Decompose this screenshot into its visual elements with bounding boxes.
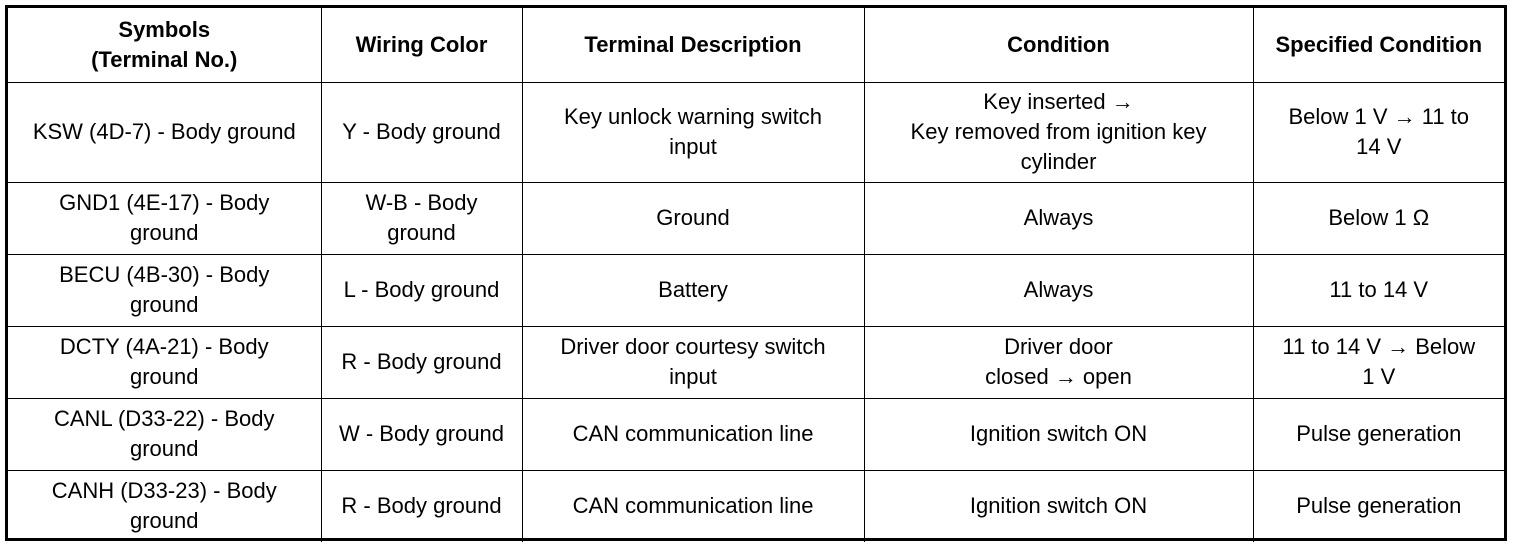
table-row [8, 398, 1504, 470]
cell-condition: Key inserted → Key removed from ignition key cylinder [864, 82, 1253, 182]
cell-symbol: CANL (D33-22) - Body ground [8, 398, 321, 470]
cell-specified-condition: Pulse generation [1253, 470, 1504, 542]
cell-wiring-color: W-B - Body ground [321, 182, 522, 254]
cell-symbol: DCTY (4A-21) - Body ground [8, 326, 321, 398]
cell-specified-condition: Pulse generation [1253, 398, 1504, 470]
cell-terminal-description: Driver door courtesy switch input [522, 326, 864, 398]
header-terminal-description: Terminal Description [522, 8, 864, 82]
table-row [8, 326, 1504, 398]
cell-condition: Ignition switch ON [864, 470, 1253, 542]
table-row [8, 470, 1504, 542]
cell-wiring-color: R - Body ground [321, 470, 522, 542]
header-specified-condition: Specified Condition [1253, 8, 1504, 82]
header-wiring-color: Wiring Color [321, 8, 522, 82]
cell-wiring-color: Y - Body ground [321, 82, 522, 182]
terminal-spec-table [5, 5, 1507, 541]
cell-terminal-description: Ground [522, 182, 864, 254]
cell-condition: Always [864, 182, 1253, 254]
cell-terminal-description: Key unlock warning switch input [522, 82, 864, 182]
cell-symbol: CANH (D33-23) - Body ground [8, 470, 321, 542]
terminal-table [8, 8, 1504, 542]
cell-wiring-color: L - Body ground [321, 254, 522, 326]
cell-symbol: KSW (4D-7) - Body ground [8, 82, 321, 182]
table-header-row [8, 8, 1504, 82]
cell-specified-condition: Below 1 Ω [1253, 182, 1504, 254]
cell-wiring-color: R - Body ground [321, 326, 522, 398]
cell-condition: Ignition switch ON [864, 398, 1253, 470]
table-row [8, 82, 1504, 182]
cell-condition: Always [864, 254, 1253, 326]
table-row [8, 254, 1504, 326]
cell-symbol: BECU (4B-30) - Body ground [8, 254, 321, 326]
cell-specified-condition: Below 1 V → 11 to 14 V [1253, 82, 1504, 182]
header-condition: Condition [864, 8, 1253, 82]
cell-terminal-description: Battery [522, 254, 864, 326]
cell-specified-condition: 11 to 14 V [1253, 254, 1504, 326]
cell-terminal-description: CAN communication line [522, 470, 864, 542]
header-symbols: Symbols (Terminal No.) [8, 8, 321, 82]
cell-terminal-description: CAN communication line [522, 398, 864, 470]
cell-condition: Driver door closed → open [864, 326, 1253, 398]
table-row [8, 182, 1504, 254]
cell-symbol: GND1 (4E-17) - Body ground [8, 182, 321, 254]
cell-wiring-color: W - Body ground [321, 398, 522, 470]
cell-specified-condition: 11 to 14 V → Below 1 V [1253, 326, 1504, 398]
